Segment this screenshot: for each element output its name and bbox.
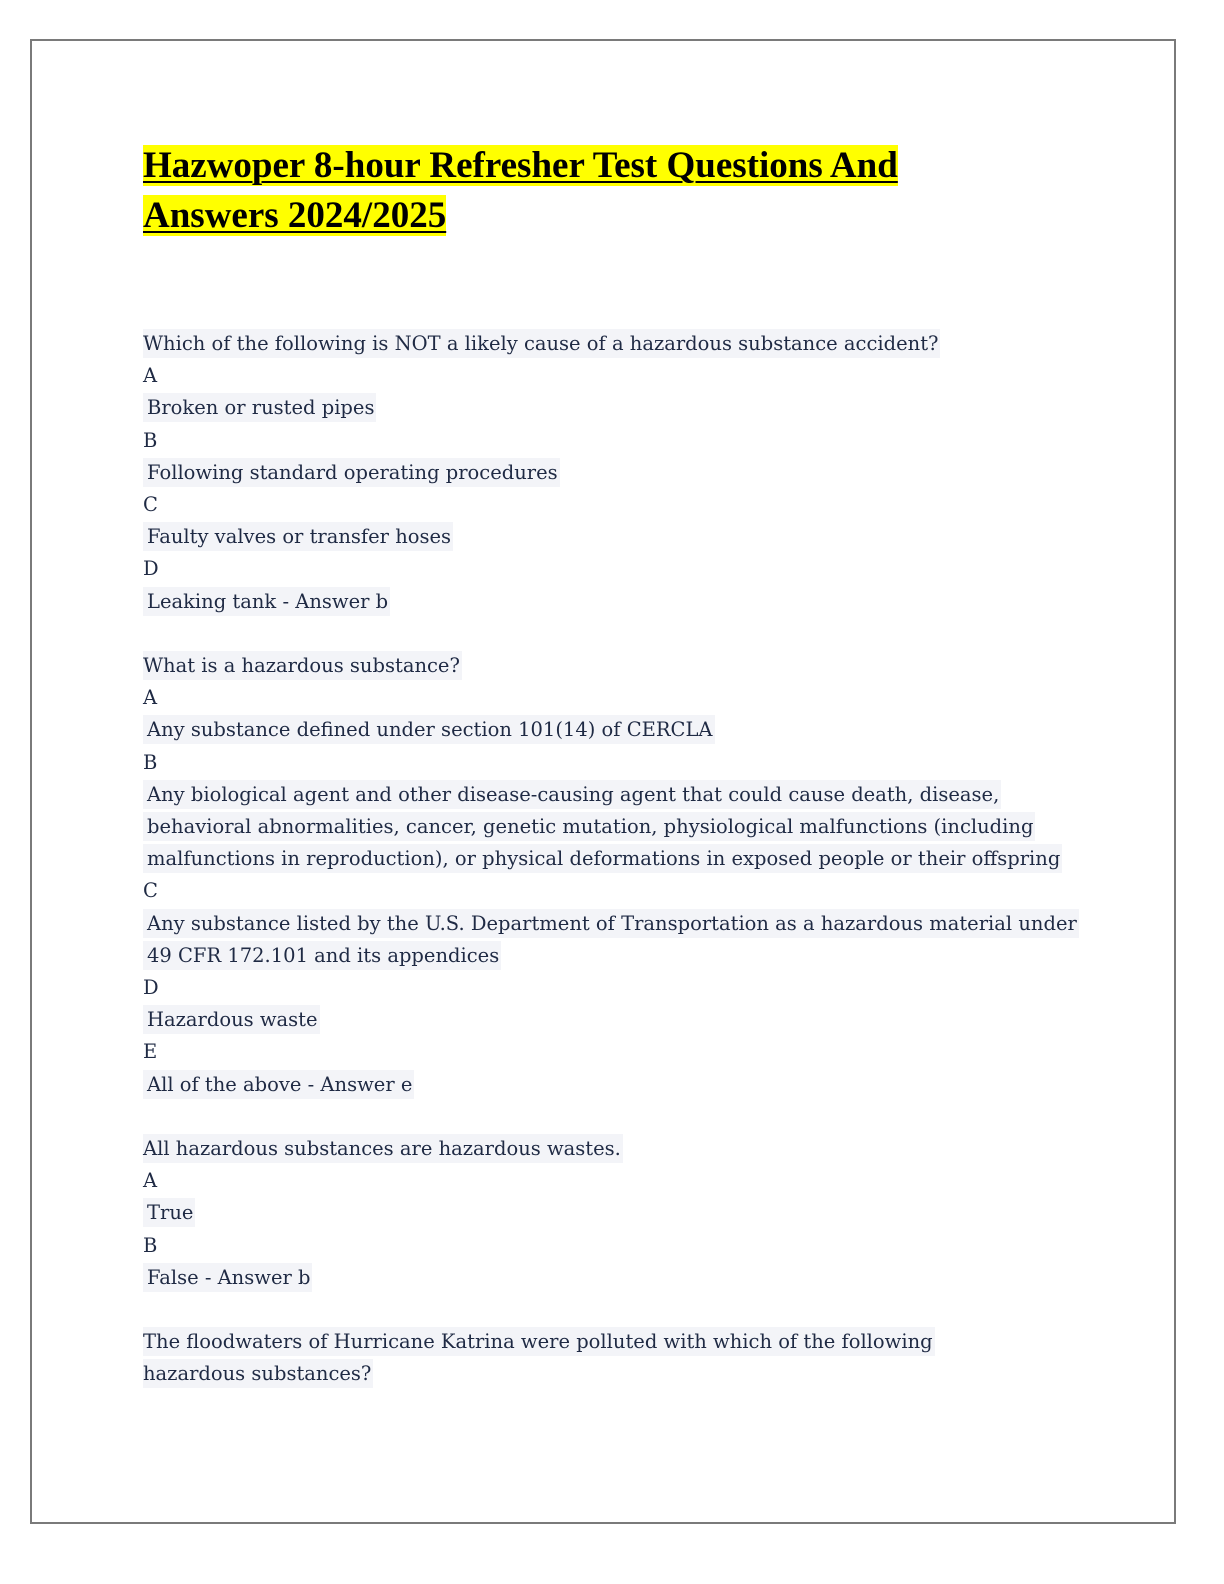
option-letter: C [143, 879, 158, 903]
option-letter: D [143, 976, 159, 1000]
option-text: Hazardous waste [143, 1005, 320, 1034]
question-4-text: The floodwaters of Hurricane Katrina were polluted with which of the following hazardous substances? [143, 1327, 935, 1388]
option-letter: A [143, 686, 158, 710]
option-letter: B [143, 428, 158, 452]
option-letter: A [143, 1169, 158, 1193]
question-1-text: Which of the following is NOT a likely cause of a hazardous substance accident? [143, 329, 940, 358]
option-text: All of the above - Answer e [143, 1070, 414, 1099]
option-text: Leaking tank - Answer b [143, 587, 390, 616]
question-2-text: What is a hazardous substance? [143, 651, 462, 680]
question-3-text: All hazardous substances are hazardous wastes. [143, 1134, 623, 1163]
option-text: Faulty valves or transfer hoses [143, 522, 453, 551]
option-text: Following standard operating procedures [143, 458, 560, 487]
question-1 [143, 328, 1103, 618]
option-text: Broken or rusted pipes [143, 393, 376, 422]
option-text: False - Answer b [143, 1263, 312, 1292]
document-title-line-2: Answers 2024/2025 [143, 195, 447, 236]
document-title-line-1: Hazwoper 8-hour Refresher Test Questions And [143, 145, 898, 186]
question-3 [143, 1133, 1103, 1294]
option-letter: B [143, 750, 158, 774]
option-text: Any substance listed by the U.S. Department of Transportation as a hazardous material under 49 CFR 172.101 and its appendices [143, 909, 1079, 970]
option-text: True [143, 1198, 195, 1227]
question-2 [143, 650, 1103, 1101]
option-text: Any substance defined under section 101(14) of CERCLA [143, 715, 715, 744]
option-letter: C [143, 493, 158, 517]
question-4 [143, 1326, 1103, 1390]
option-letter: D [143, 557, 159, 581]
option-text: Any biological agent and other disease-causing agent that could cause death, disease, behavioral abnormalities, cancer, genetic mutation, physiological malfunctions (including malfunctions in reproduction), or physical deformations in exposed people or their offspring [143, 780, 1062, 873]
option-letter: E [143, 1040, 158, 1064]
option-letter: A [143, 364, 158, 388]
option-letter: B [143, 1233, 158, 1257]
document-title [143, 141, 1043, 241]
questions-list [143, 328, 1103, 1423]
